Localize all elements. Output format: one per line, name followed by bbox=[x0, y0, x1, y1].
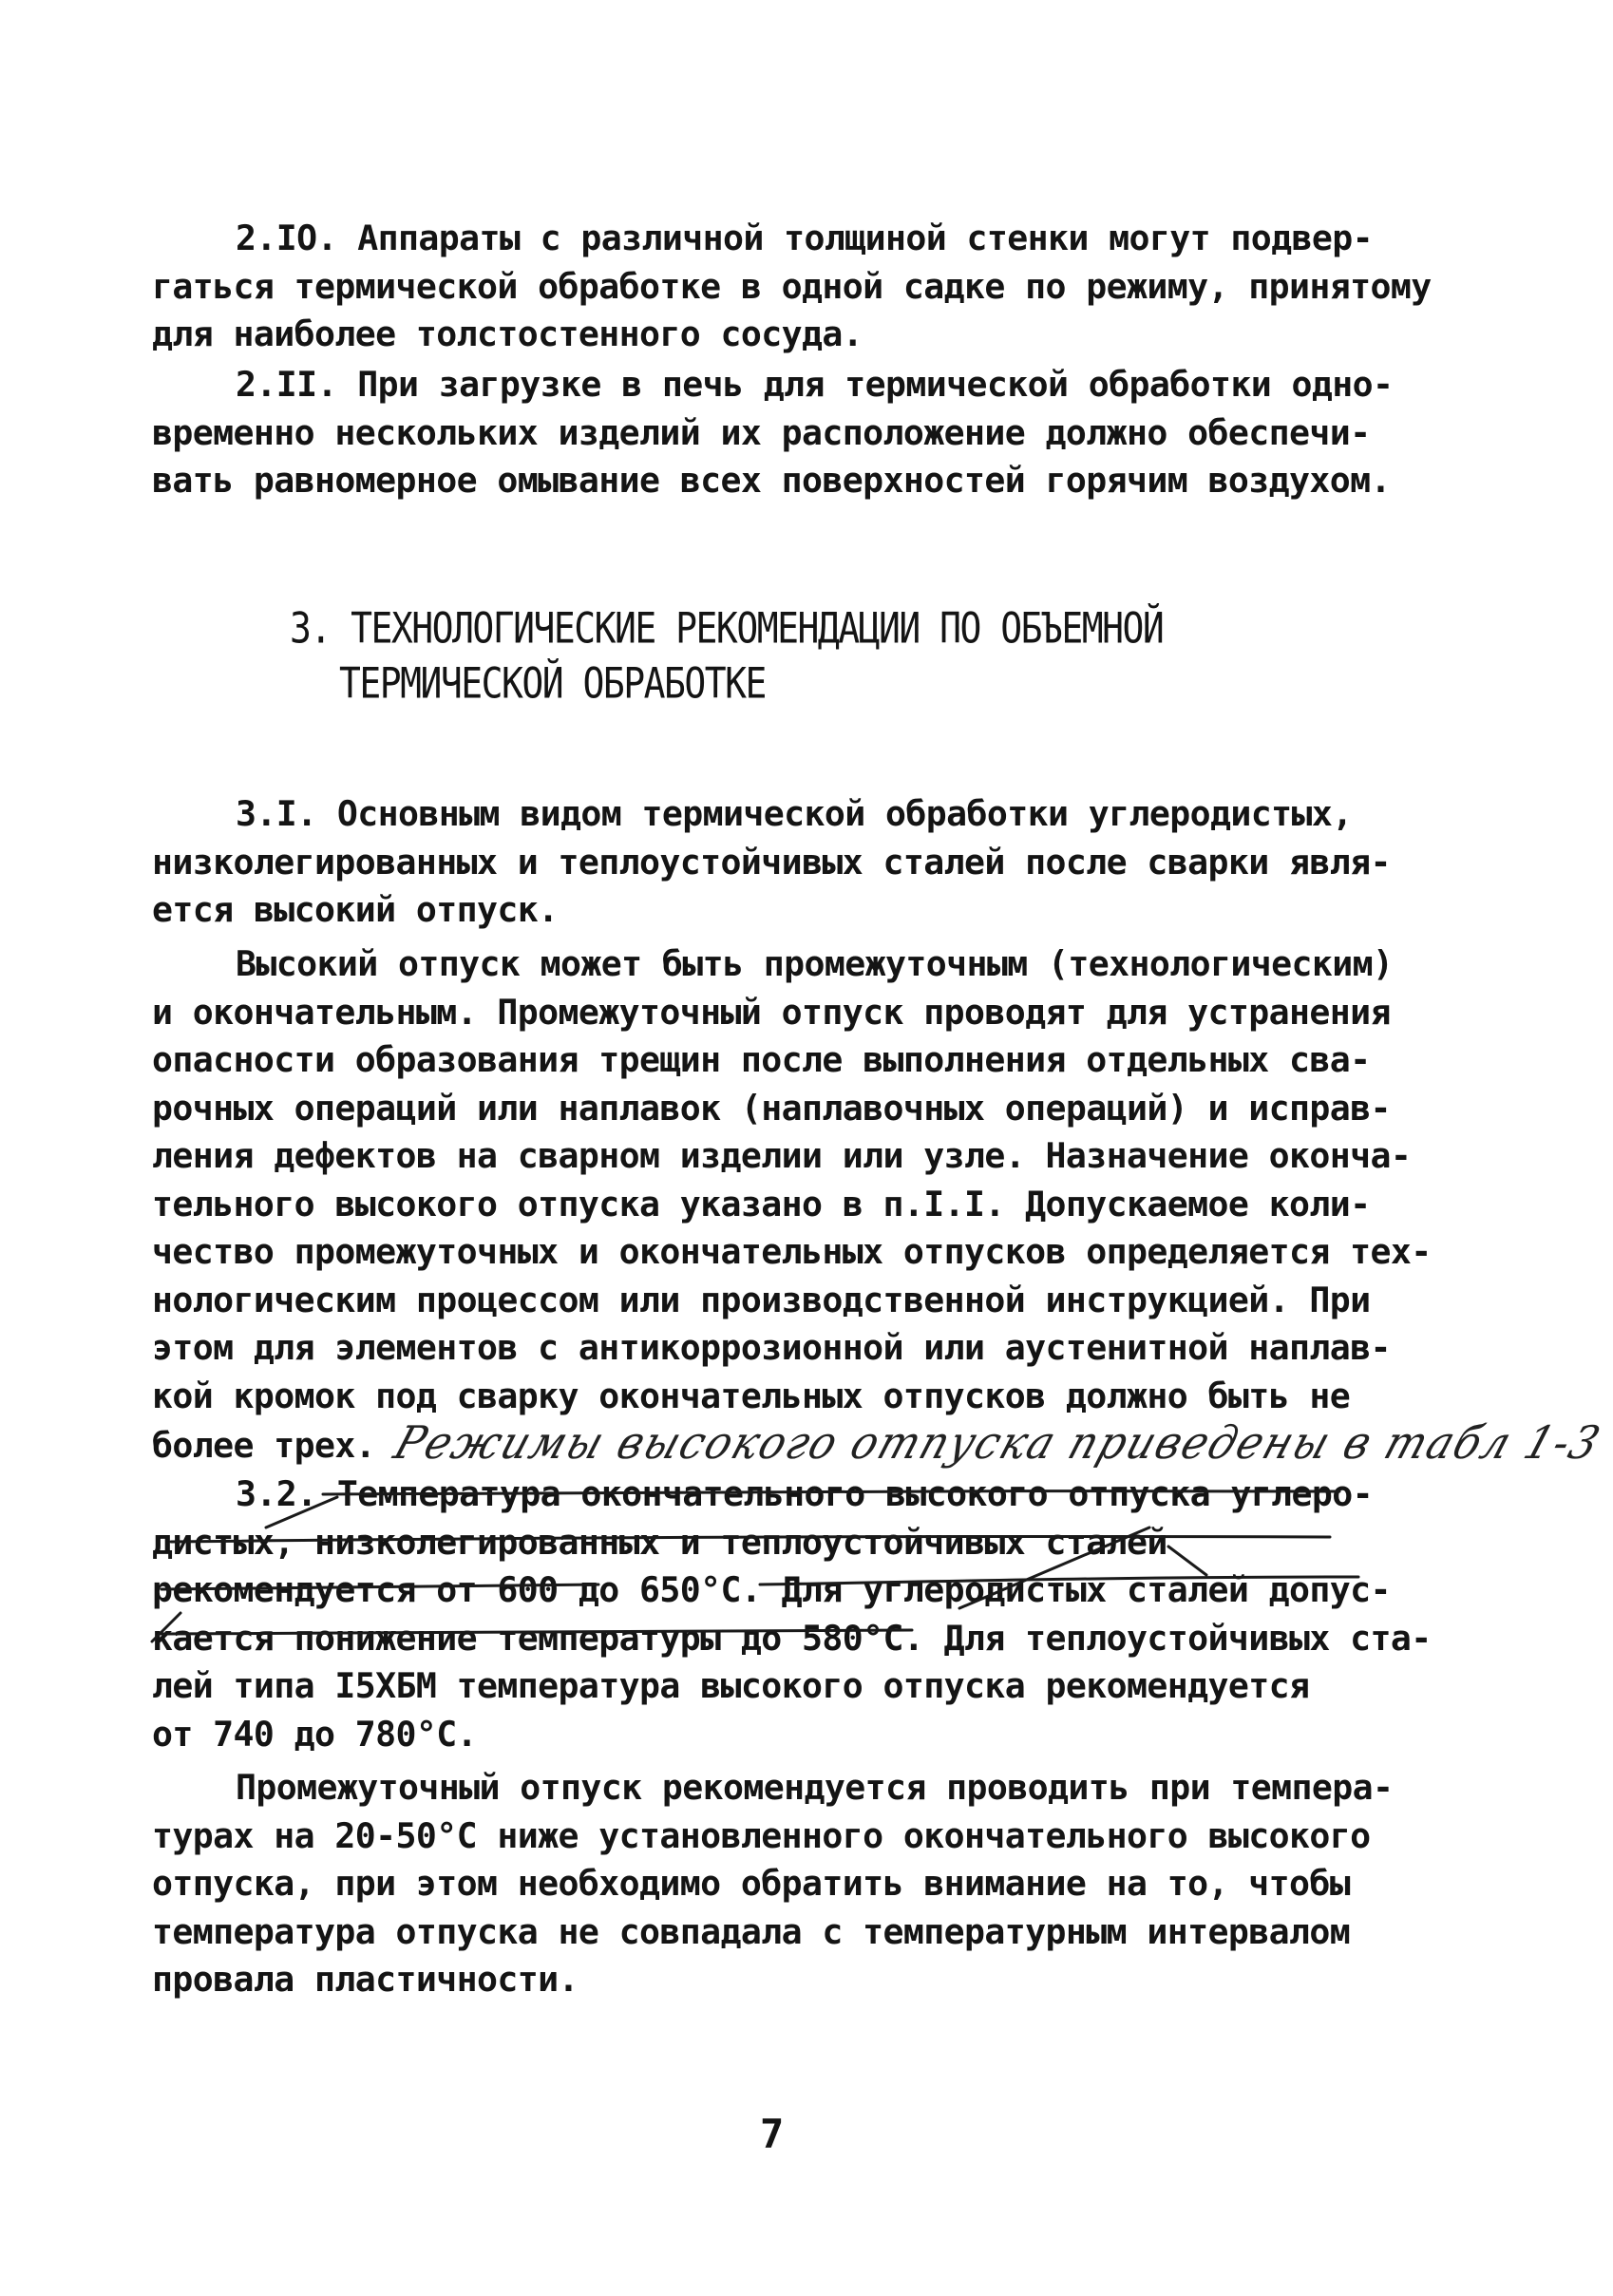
text-line: Высокий отпуск может быть промежуточным (технологическим) bbox=[236, 943, 1394, 984]
text-line: температура отпуска не совпадала с температурным интервалом bbox=[152, 1910, 1351, 1952]
text-line: кой кромок под сварку окончательных отпусков должно быть не bbox=[152, 1375, 1351, 1416]
paragraph-2-11 bbox=[152, 361, 1425, 505]
section-heading bbox=[290, 600, 1335, 711]
text-line: временно нескольких изделий их расположение должно обеспечи- bbox=[152, 411, 1371, 453]
text-line: турах на 20-50°С ниже установленного окончательного высокого bbox=[152, 1814, 1371, 1856]
paragraph-3-1-continued bbox=[152, 940, 1608, 1471]
text-line: ления дефектов на сварном изделии или узле. Назначение оконча- bbox=[152, 1135, 1412, 1176]
paragraph-3-2 bbox=[152, 1471, 1432, 1758]
text-line: ется высокий отпуск. bbox=[152, 889, 559, 930]
text-line: 2.II. При загрузке в печь для термической обработки одно- bbox=[236, 364, 1394, 405]
text-line: 3.I. Основным видом термической обработки углеродистых, bbox=[236, 793, 1353, 834]
text-line: низколегированных и теплоустойчивых сталей после сварки явля- bbox=[152, 841, 1391, 882]
text-line: кается понижение температуры до 580°С. Для теплоустойчивых ста- bbox=[152, 1617, 1432, 1659]
page-number: 7 bbox=[760, 2111, 785, 2157]
text-line: этом для элементов с антикоррозионной или аустенитной наплав- bbox=[152, 1327, 1391, 1368]
text-line: 2.IO. Аппараты с различной толщиной стенки могут подвер- bbox=[236, 218, 1373, 258]
text-line: рекомендуется от 600 до 650°С. Для углеродистых сталей допус- bbox=[152, 1569, 1391, 1610]
handwritten-note: Режимы высокого отпуска приведены в табл 1-3 bbox=[388, 1416, 1608, 1470]
text-line: и окончательным. Промежуточный отпуск проводят для устранения bbox=[152, 991, 1391, 1033]
text-line: вать равномерное омывание всех поверхностей горячим воздухом. bbox=[152, 460, 1391, 501]
text-line: чество промежуточных и окончательных отпусков определяется тех- bbox=[152, 1231, 1432, 1272]
text-line: лей типа I5ХБМ температура высокого отпуска рекомендуется bbox=[152, 1665, 1310, 1706]
text-line bbox=[152, 1416, 1608, 1471]
paragraph-3-1 bbox=[152, 790, 1425, 935]
text-line: нологическим процессом или производственной инструкцией. При bbox=[152, 1279, 1371, 1320]
text-fragment: более трех. bbox=[152, 1425, 376, 1466]
paragraph-3-2-continued bbox=[152, 1764, 1425, 2004]
text-line: от 740 до 780°С. bbox=[152, 1713, 477, 1755]
text-line: тельного высокого отпуска указано в п.I.I. Допускаемое коли- bbox=[152, 1183, 1371, 1224]
text-line: 3.2. Температура окончательного высокого отпуска углеро- bbox=[236, 1473, 1373, 1514]
text-line: отпуска, при этом необходимо обратить внимание на то, чтобы bbox=[152, 1863, 1351, 1904]
heading-line: ТЕРМИЧЕСКОЙ ОБРАБОТКЕ bbox=[339, 658, 766, 708]
text-line: рочных операций или наплавок (наплавочных операций) и исправ- bbox=[152, 1087, 1391, 1129]
text-line: гаться термической обработке в одной садке по режиму, принятому bbox=[152, 265, 1432, 307]
text-line: для наиболее толстостенного сосуда. bbox=[152, 313, 863, 354]
paragraph-2-10 bbox=[152, 215, 1432, 359]
text-line: дистых, низколегированных и теплоустойчивых сталей bbox=[152, 1521, 1167, 1563]
text-line: Промежуточный отпуск рекомендуется проводить при темпера- bbox=[236, 1767, 1394, 1808]
heading-line: 3. ТЕХНОЛОГИЧЕСКИЕ РЕКОМЕНДАЦИИ ПО ОБЪЕМНОЙ bbox=[290, 603, 1164, 653]
text-line: опасности образования трещин после выполнения отдельных сва- bbox=[152, 1039, 1371, 1080]
text-line: провала пластичности. bbox=[152, 1959, 579, 2000]
